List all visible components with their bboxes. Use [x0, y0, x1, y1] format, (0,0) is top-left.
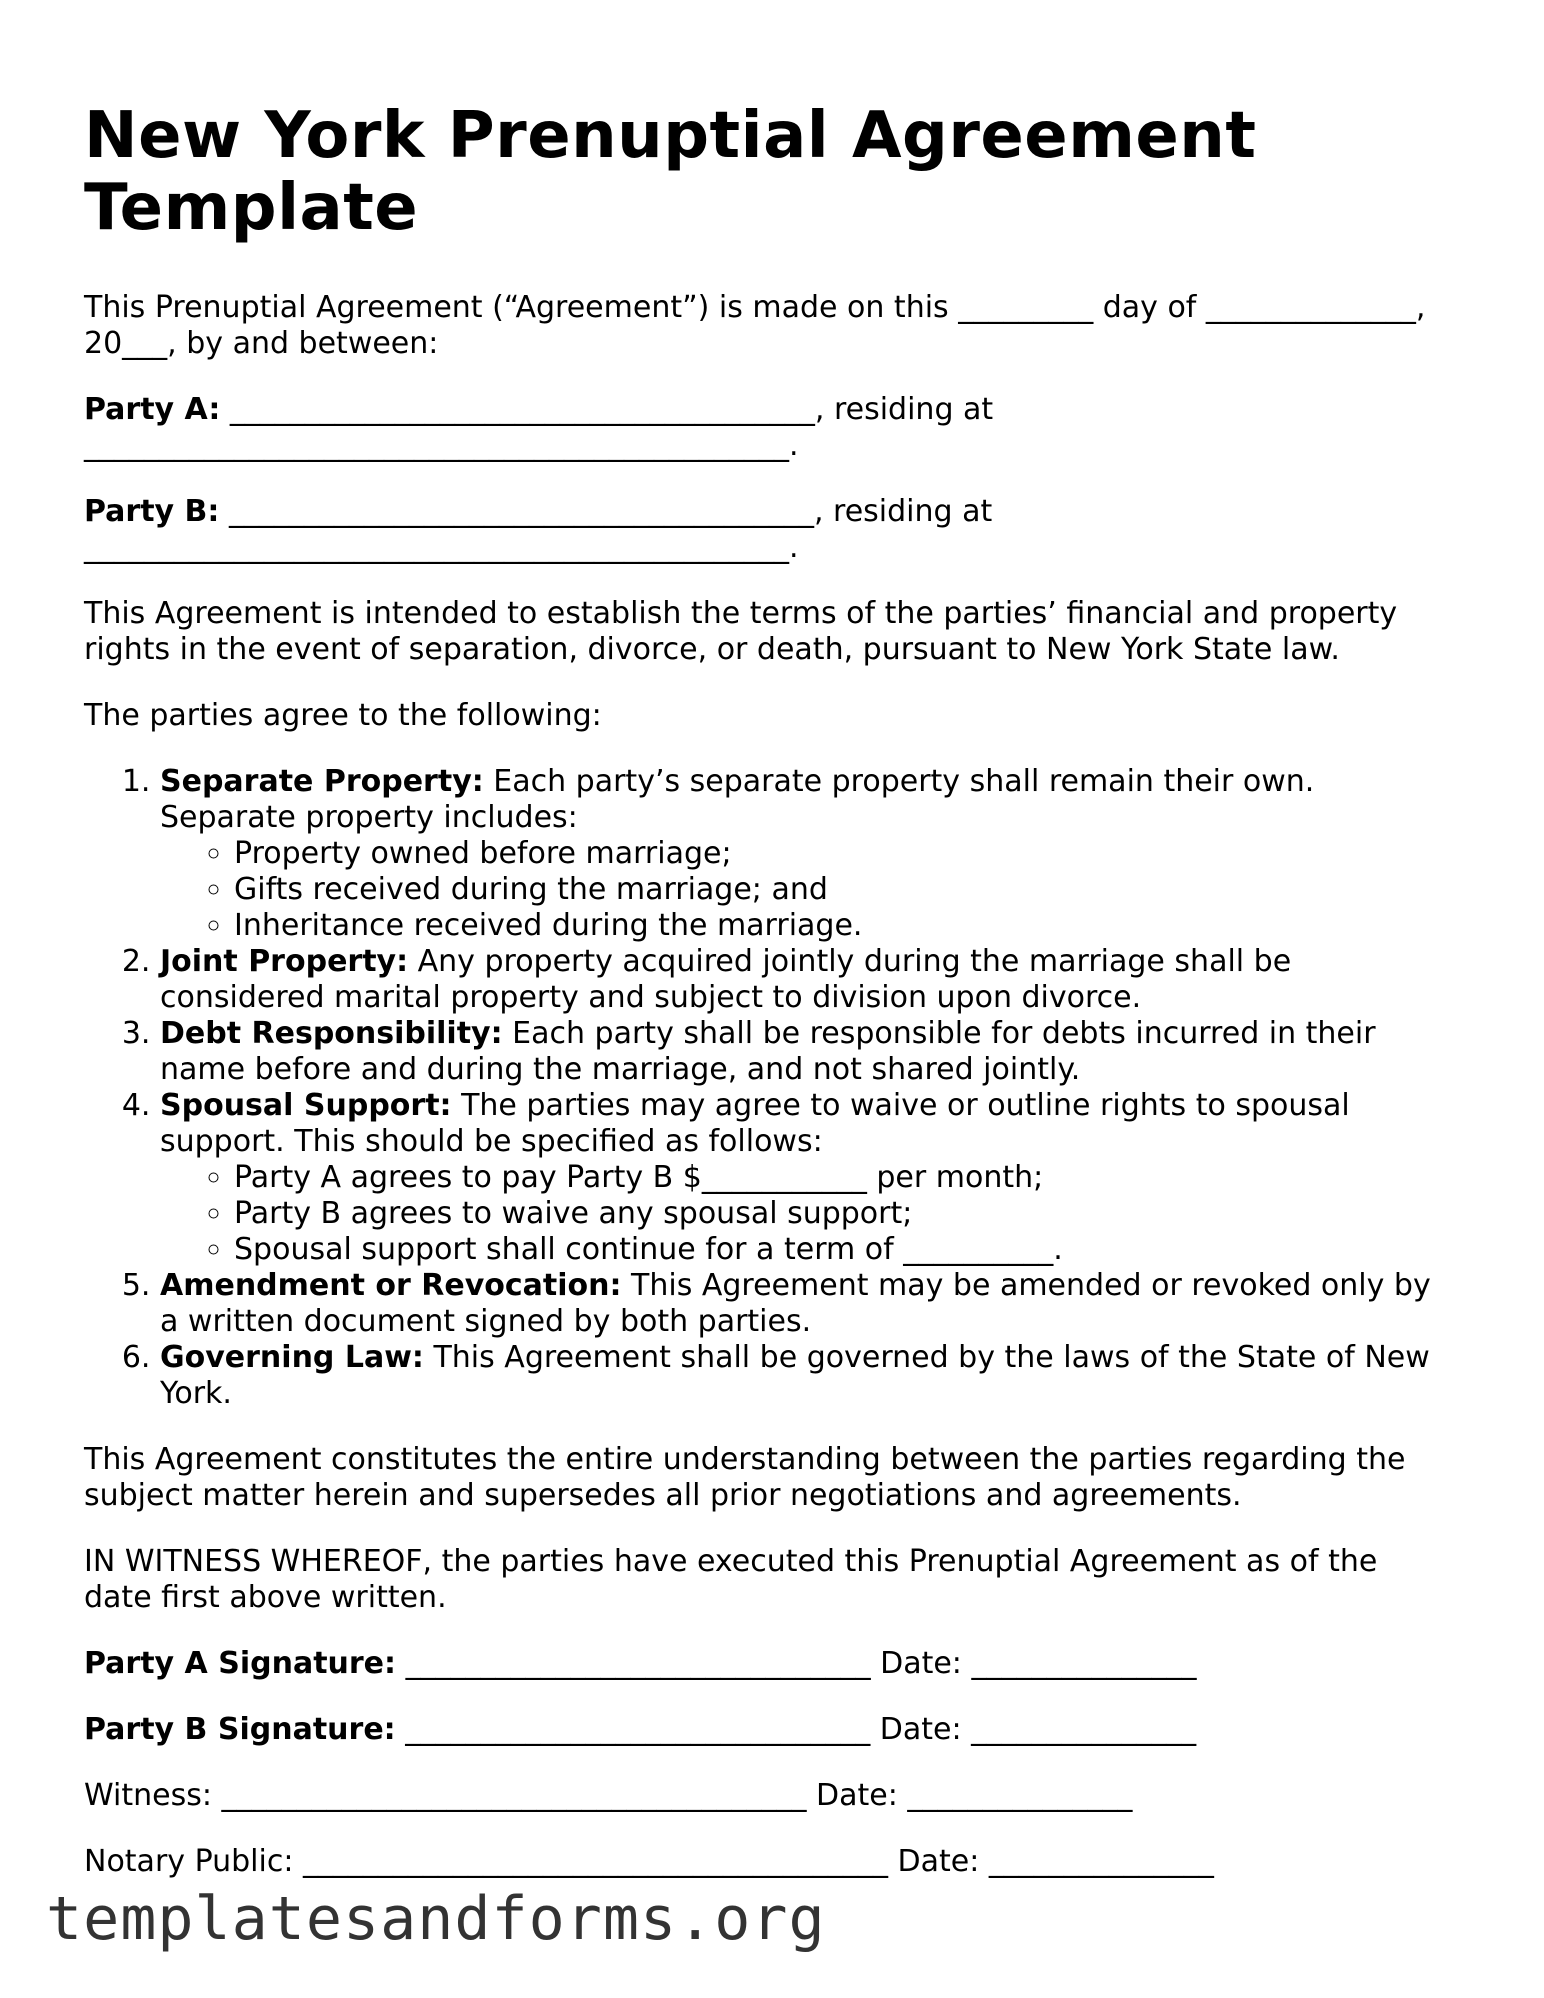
list-item: ◦ Spousal support shall continue for a term of __________.: [234, 1232, 1454, 1268]
party-b-signature-line: [84, 1712, 1454, 1748]
clause-text: Each party’s separate property shall remain their own. Separate property includes:: [160, 764, 1315, 835]
list-item: ◦ Property owned before marriage;: [234, 836, 1454, 872]
document-title: New York Prenuptial Agreement Template: [84, 99, 1257, 245]
site-watermark: templatesandforms.org: [46, 1884, 826, 1954]
party-b-line: [84, 494, 1454, 566]
clause-heading: Amendment or Revocation:: [160, 1268, 622, 1303]
party-b-signature-label: Party B Signature:: [84, 1712, 396, 1747]
clauses-list: [84, 764, 1454, 1412]
party-a-signature-label: Party A Signature:: [84, 1646, 397, 1681]
clause-amendment-revocation: [160, 1268, 1454, 1340]
party-a-text: _______________________________________, residing at _______________________________________________.: [84, 392, 994, 463]
witness-signature-line: Witness: _______________________________________ Date: _______________: [84, 1778, 1133, 1813]
clause-separate-property: [160, 764, 1454, 944]
intro-paragraph: This Prenuptial Agreement (“Agreement”) is made on this _________ day of ______________, 20___, by and between:: [84, 290, 1426, 361]
list-item: ◦ Party B agrees to waive any spousal support;: [234, 1196, 1454, 1232]
agree-intro: The parties agree to the following:: [84, 698, 602, 733]
clause-text: This Agreement may be amended or revoked only by a written document signed by both parties.: [160, 1268, 1431, 1339]
clause-heading: Debt Responsibility:: [160, 1016, 503, 1051]
clause-text: This Agreement shall be governed by the laws of the State of New York.: [160, 1340, 1430, 1411]
list-item: ◦ Inheritance received during the marriage.: [234, 908, 1454, 944]
list-item: ◦ Party A agrees to pay Party B $___________ per month;: [234, 1160, 1454, 1196]
notary-signature-line: Notary Public: _______________________________________ Date: _______________: [84, 1844, 1214, 1879]
clause-governing-law: [160, 1340, 1454, 1412]
clause-text: Any property acquired jointly during the marriage shall be considered marital property and subject to division upon divorce.: [160, 944, 1292, 1015]
party-b-text: _______________________________________, residing at _______________________________________________.: [84, 494, 993, 565]
signature-block: [84, 1646, 1454, 1880]
clause-heading: Governing Law:: [160, 1340, 424, 1375]
party-a-signature-line: [84, 1646, 1454, 1682]
clause-text: The parties may agree to waive or outline rights to spousal support. This should be specified as follows:: [160, 1088, 1350, 1159]
clause-spousal-support: [160, 1088, 1454, 1268]
clause-heading: Joint Property:: [160, 944, 409, 979]
clause-joint-property: [160, 944, 1454, 1016]
clause-debt-responsibility: [160, 1016, 1454, 1088]
clause-text: Each party shall be responsible for debts incurred in their name before and during the marriage, and not shared jointly.: [160, 1016, 1376, 1087]
party-a-signature-field: _______________________________ Date: _______________: [396, 1646, 1197, 1681]
spousal-support-sublist: [160, 1160, 1454, 1268]
clause-heading: Spousal Support:: [160, 1088, 452, 1123]
party-a-line: [84, 392, 1454, 464]
document-page: [84, 100, 1454, 1910]
list-item: ◦ Gifts received during the marriage; and: [234, 872, 1454, 908]
witness-clause: IN WITNESS WHEREOF, the parties have executed this Prenuptial Agreement as of the date first above written.: [84, 1544, 1378, 1615]
party-a-label: Party A:: [84, 392, 221, 427]
separate-property-sublist: [160, 836, 1454, 944]
clause-heading: Separate Property:: [160, 764, 484, 799]
party-b-signature-field: _______________________________ Date: _______________: [395, 1712, 1197, 1747]
entire-agreement-paragraph: This Agreement constitutes the entire understanding between the parties regarding the subject matter herein and supersedes all prior negotiations and agreements.: [84, 1442, 1406, 1513]
purpose-paragraph: This Agreement is intended to establish the terms of the parties’ financial and property rights in the event of separation, divorce, or death, pursuant to New York State law.: [84, 596, 1398, 667]
party-b-label: Party B:: [84, 494, 220, 529]
